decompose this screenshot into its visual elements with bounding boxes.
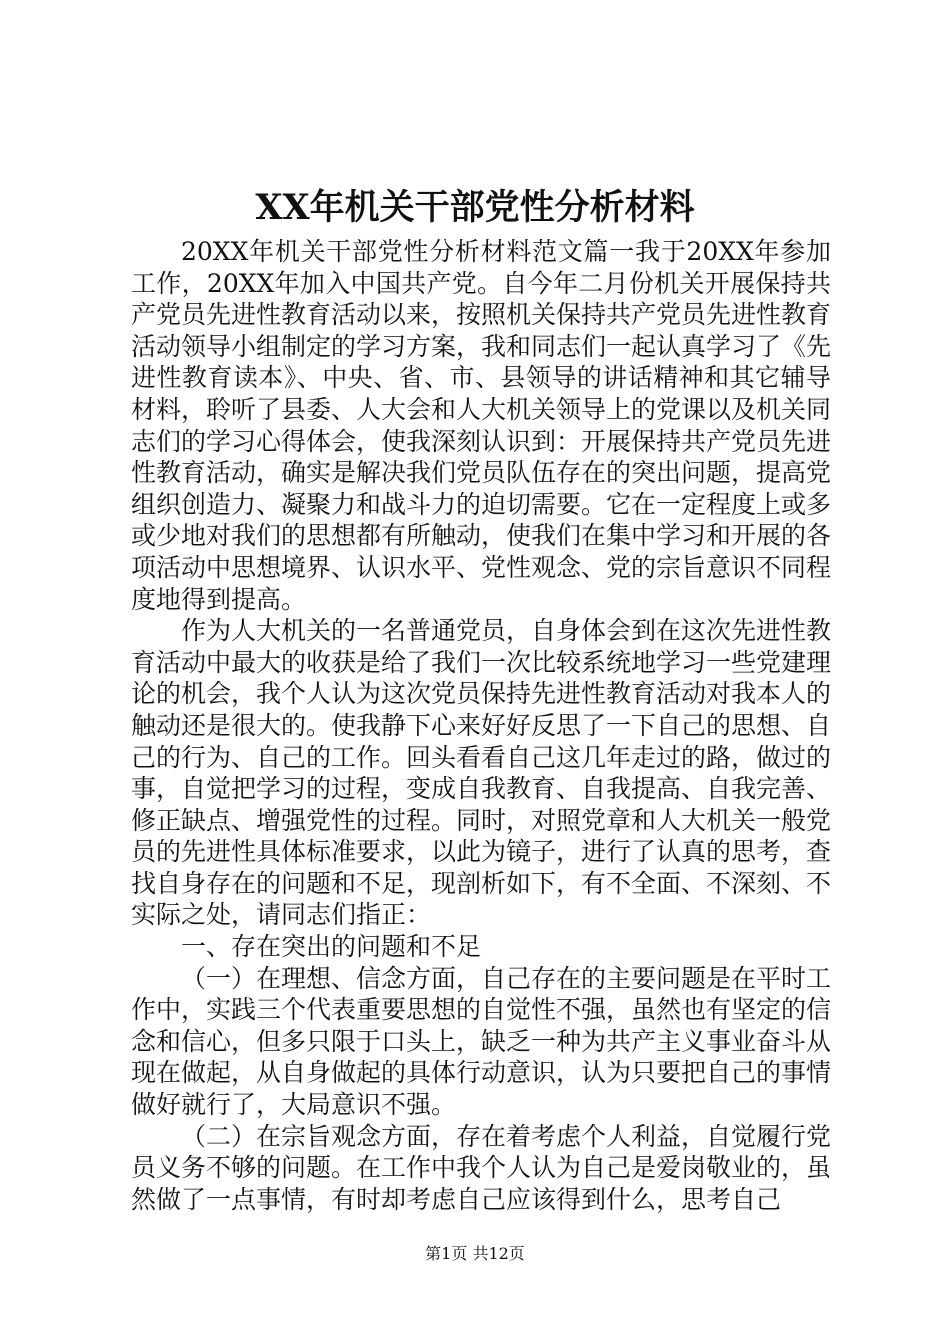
paragraph: 20XX年机关干部党性分析材料范文篇一我于20XX年参加工作，20XX年加入中国共产党。自今年二月份机关开展保持共产党员先进性教育活动以来，按照机关保持共产党员先进性教育活动领导小组制定的学习方案，我和同志们一起认真学习了《先进性教育读本》、中央、省、市、县领导的讲话精神和其它辅导材料，聆听了县委、人大会和人大机关领导上的党课以及机关同志们的学习心得体会，使我深刻认识到：开展保持共产党员先进性教育活动，确实是解决我们党员队伍存在的突出问题，提高党组织创造力、凝聚力和战斗力的迫切需要。它在一定程度上或多或少地对我们的思想都有所触动，使我们在集中学习和开展的各项活动中思想境界、认识水平、党性观念、党的宗旨意识不同程度地得到提高。 — [131, 237, 832, 614]
paragraph: （一）在理想、信念方面，自己存在的主要问题是在平时工作中，实践三个代表重要思想的自觉性不强，虽然也有坚定的信念和信心，但多只限于口头上，缺乏一种为共产主义事业奋斗从现在做起，从自身做起的具体行动意识，认为只要把自己的事情做好就行了，大局意识不强。 — [131, 963, 832, 1120]
section-heading: 一、存在突出的问题和不足 — [181, 932, 482, 962]
paragraph: 作为人大机关的一名普通党员，自身体会到在这次先进性教育活动中最大的收获是给了我们一次比较系统地学习一些党建理论的机会，我个人认为这次党员保持先进性教育活动对我本人的触动还是很大的。使我静下心来好好反思了一下自己的思想、自己的行为、自己的工作。回头看看自己这几年走过的路，做过的事，自觉把学习的过程，变成自我教育、自我提高、自我完善、修正缺点、增强党性的过程。同时，对照党章和人大机关一般党员的先进性具体标准要求，以此为镜子，进行了认真的思考，查找自身存在的问题和不足，现剖析如下，有不全面、不深刻、不实际之处，请同志们指正： — [131, 616, 832, 930]
document-title: XX年机关干部党性分析材料 — [255, 187, 695, 228]
page-number: 第1页 共12页 — [425, 1244, 525, 1263]
document-body — [131, 236, 831, 1215]
paragraph: （二）在宗旨观念方面，存在着考虑个人利益，自觉履行党员义务不够的问题。在工作中我个人认为自己是爱岗敬业的，虽然做了一点事情，有时却考虑自己应该得到什么，思考自己 — [131, 1121, 832, 1214]
